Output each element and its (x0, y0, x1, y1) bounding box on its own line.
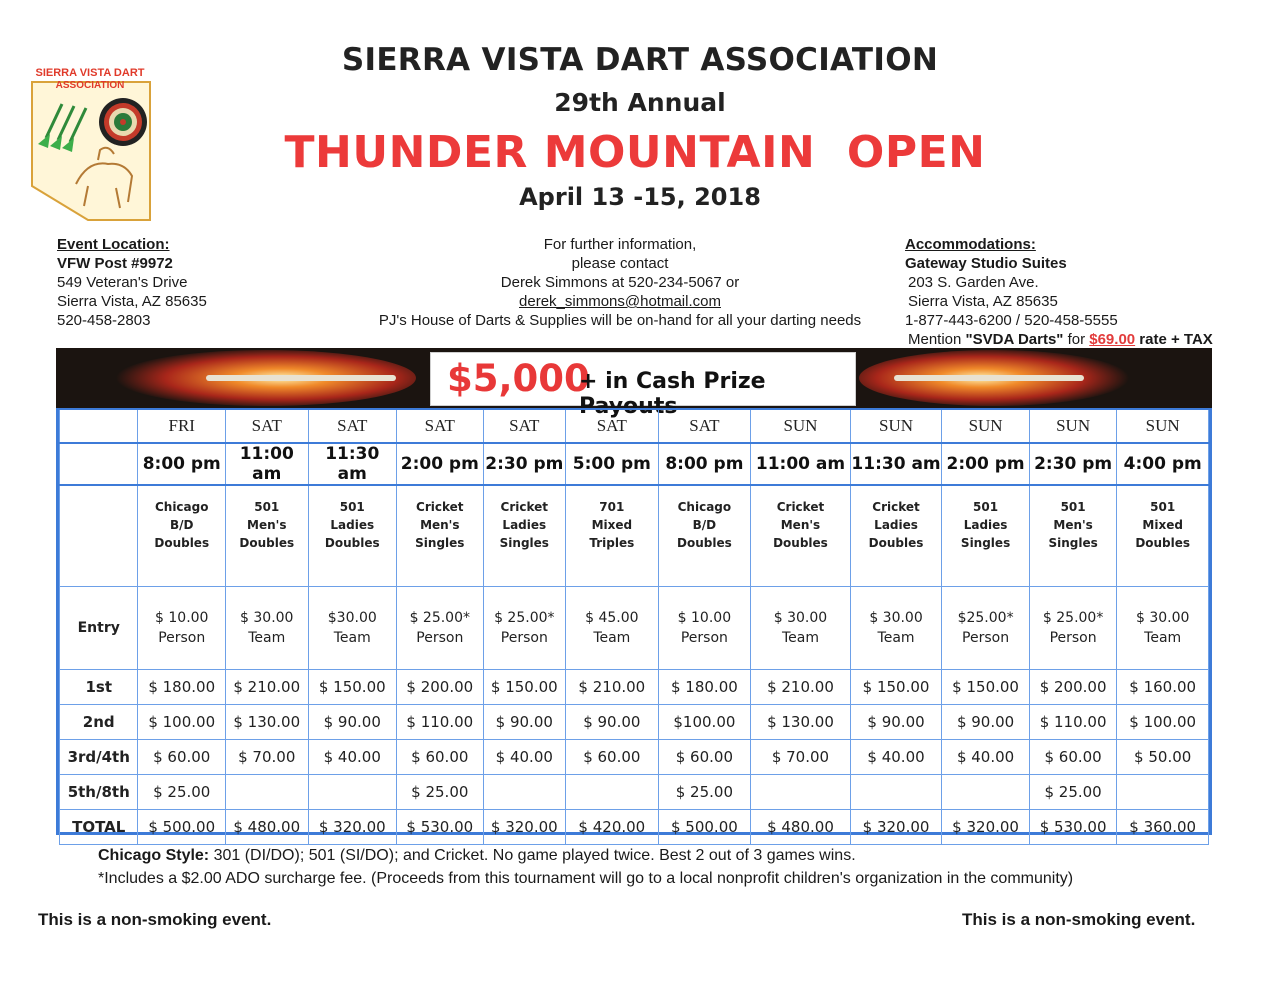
svg-text:SIERRA VISTA DART: SIERRA VISTA DART (35, 67, 145, 79)
payout-cell: $ 60.00 (138, 740, 226, 775)
event-name-line: Singles (1048, 536, 1098, 550)
entry-fee-cell (566, 587, 659, 670)
entry-fee-line: Person (962, 630, 1010, 646)
day-cell: SAT (658, 409, 751, 443)
event-cell (226, 485, 309, 587)
payout-cell: $ 40.00 (942, 740, 1030, 775)
event-cell (850, 485, 942, 587)
annual-label: 29th Annual (554, 88, 726, 117)
event-name-line: Men's (780, 518, 821, 532)
payout-cell: $ 130.00 (751, 705, 851, 740)
entry-fee-line: Person (158, 630, 206, 646)
location-phone: 520-458-2803 (57, 312, 151, 329)
event-name-line: Chicago (154, 500, 209, 514)
day-cell: SAT (308, 409, 397, 443)
surcharge-note: *Includes a $2.00 ADO surcharge fee. (Proceeds from this tournament will go to a local nonprofit children's organization in the community) (98, 870, 1074, 887)
time-cell: 5:00 pm (566, 443, 659, 485)
entry-fee-line: $ 45.00 (585, 610, 639, 626)
entry-fee-line: $25.00* (957, 610, 1014, 626)
payout-cell (942, 775, 1030, 810)
location-heading: Event Location: (57, 236, 170, 253)
payout-cell: $ 360.00 (1117, 810, 1209, 845)
payout-cell: $ 320.00 (483, 810, 566, 845)
times-row (60, 443, 1209, 485)
event-name-line: Mixed (1142, 518, 1183, 532)
entry-fee-line: $30.00 (327, 610, 377, 626)
corner-cell (60, 409, 138, 443)
payout-cell: $ 150.00 (850, 670, 942, 705)
payout-cell: $ 40.00 (308, 740, 397, 775)
contact-line3: Derek Simmons at 520-234-5067 or (500, 274, 740, 291)
payout-label: 2nd (60, 705, 138, 740)
time-cell: 11:00 am (751, 443, 851, 485)
payout-cell: $ 530.00 (397, 810, 484, 845)
entry-fee-line: $ 30.00 (1135, 610, 1190, 626)
contact-line5: PJ's House of Darts & Supplies will be on-hand for all your darting needs (378, 312, 862, 329)
event-name-line: Mixed (591, 518, 633, 532)
non-smoking-right: This is a non-smoking event. (962, 910, 1196, 929)
event-name-line: Doubles (773, 536, 828, 550)
payout-cell: $ 200.00 (397, 670, 484, 705)
event-name-line: 501 (339, 500, 365, 514)
payout-cell: $100.00 (658, 705, 751, 740)
payout-cell: $ 180.00 (658, 670, 751, 705)
payout-cell: $ 210.00 (751, 670, 851, 705)
entry-fee-line: Team (781, 630, 819, 646)
payout-row (60, 705, 1209, 740)
entry-fee-line: Person (500, 630, 548, 646)
payout-row (60, 775, 1209, 810)
event-location (57, 235, 207, 330)
event-name-line: Doubles (677, 536, 732, 550)
payout-cell: $ 210.00 (566, 670, 659, 705)
mention-code: "SVDA Darts" (965, 331, 1064, 348)
entry-fee-line: $ 30.00 (240, 610, 294, 626)
event-name-line: Singles (499, 536, 549, 550)
payout-cell: $ 70.00 (226, 740, 309, 775)
payout-label: TOTAL (60, 810, 138, 845)
prize-text: + in Cash Prize Payouts (579, 369, 766, 419)
event-name-line: B/D (692, 518, 717, 532)
payout-label: 5th/8th (60, 775, 138, 810)
entry-fee-cell (1029, 587, 1117, 670)
payout-cell: $ 90.00 (483, 705, 566, 740)
payout-label: 3rd/4th (60, 740, 138, 775)
event-dates: April 13 -15, 2018 (519, 183, 761, 211)
payout-cell (1117, 775, 1209, 810)
events-row (60, 485, 1209, 587)
payout-cell: $ 60.00 (658, 740, 751, 775)
event-name-line: 501 (1150, 500, 1176, 514)
event-cell (1029, 485, 1117, 587)
payout-cell: $ 25.00 (1029, 775, 1117, 810)
mention-for: for (1063, 331, 1090, 348)
mention-rate-suffix: rate + TAX (1135, 331, 1213, 348)
event-cell (658, 485, 751, 587)
event-name-line: Singles (960, 536, 1011, 550)
payout-cell: $ 40.00 (483, 740, 566, 775)
time-cell: 8:00 pm (658, 443, 751, 485)
payout-cell (566, 775, 659, 810)
payout-cell: $ 90.00 (850, 705, 942, 740)
event-name-line: Ladies (963, 518, 1008, 532)
payout-cell: $ 60.00 (397, 740, 484, 775)
time-cell: 2:00 pm (397, 443, 484, 485)
day-cell: SUN (850, 409, 942, 443)
entry-fee-line: Person (1049, 630, 1097, 646)
payout-cell: $ 100.00 (1117, 705, 1209, 740)
payout-cell: $ 90.00 (566, 705, 659, 740)
day-cell: SUN (1117, 409, 1209, 443)
event-name-line: Cricket (500, 500, 549, 514)
prize-box (430, 352, 856, 419)
payout-cell: $ 90.00 (308, 705, 397, 740)
entry-fee-line: $ 25.00* (1042, 610, 1104, 626)
event-cell (566, 485, 659, 587)
payout-cell: $ 160.00 (1117, 670, 1209, 705)
payout-row (60, 810, 1209, 845)
event-name-line: Triples (589, 536, 635, 550)
day-cell: SUN (942, 409, 1030, 443)
dart-flame-right-image (854, 348, 1212, 408)
event-cell (942, 485, 1030, 587)
location-name: VFW Post #9972 (57, 255, 173, 272)
event-name-line: Cricket (416, 500, 464, 514)
event-name-line: Men's (247, 518, 287, 532)
payout-row (60, 670, 1209, 705)
dart-flame-left-image (56, 348, 430, 408)
svg-text:ASSOCIATION: ASSOCIATION (55, 80, 125, 91)
location-city: Sierra Vista, AZ 85635 (57, 293, 207, 310)
entry-fee-cell (226, 587, 309, 670)
payout-cell (226, 775, 309, 810)
payout-label: 1st (60, 670, 138, 705)
day-cell: SUN (1029, 409, 1117, 443)
entry-fee-cell (483, 587, 566, 670)
event-name-line: Chicago (677, 500, 732, 514)
event-name-line: Ladies (874, 518, 918, 532)
entry-fee-cell (397, 587, 484, 670)
payout-cell: $ 70.00 (751, 740, 851, 775)
day-cell: SAT (226, 409, 309, 443)
contact-line2: please contact (571, 255, 669, 272)
prize-banner (56, 348, 1212, 419)
payout-cell: $ 130.00 (226, 705, 309, 740)
entry-fee-cell (138, 587, 226, 670)
time-cell: 8:00 pm (138, 443, 226, 485)
association-title: SIERRA VISTA DART ASSOCIATION (341, 42, 939, 78)
entry-fee-line: $ 25.00* (494, 610, 555, 626)
event-cell (483, 485, 566, 587)
time-cell: 11:30 am (308, 443, 397, 485)
entry-fee-line: Person (680, 630, 728, 646)
payout-cell: $ 150.00 (308, 670, 397, 705)
payout-cell: $ 180.00 (138, 670, 226, 705)
payout-cell: $ 40.00 (850, 740, 942, 775)
mention-prefix: Mention (908, 331, 966, 348)
payout-cell: $ 210.00 (226, 670, 309, 705)
entry-label: Entry (60, 587, 138, 670)
event-name-line: Men's (1053, 518, 1093, 532)
event-name-line: Ladies (330, 518, 375, 532)
accommodations-phone: 1-877-443-6200 / 520-458-5555 (905, 312, 1118, 329)
payout-cell: $ 480.00 (751, 810, 851, 845)
mention-rate: $69.00 (1089, 331, 1136, 348)
event-cell (397, 485, 484, 587)
payout-cell: $ 420.00 (566, 810, 659, 845)
payout-cell: $ 90.00 (942, 705, 1030, 740)
event-name-line: 501 (973, 500, 999, 514)
entry-fee-cell (942, 587, 1030, 670)
event-name-line: Ladies (502, 518, 547, 532)
event-cell (751, 485, 851, 587)
time-cell: 11:00 am (226, 443, 309, 485)
entry-fee-cell (308, 587, 397, 670)
accommodations-heading: Accommodations: (905, 236, 1036, 253)
accommodations-street: 203 S. Garden Ave. (908, 274, 1039, 291)
day-cell: SUN (751, 409, 851, 443)
prize-amount: $5,000 (447, 357, 590, 400)
event-title: THUNDER MOUNTAIN OPEN (284, 127, 986, 178)
entry-fee-line: $ 25.00* (409, 610, 470, 626)
contact-line1: For further information, (543, 236, 697, 253)
entry-fee-line: Team (1144, 630, 1182, 646)
payout-cell: $ 60.00 (1029, 740, 1117, 775)
event-name-line: 501 (1060, 500, 1086, 514)
event-name-line: Cricket (776, 500, 825, 514)
payout-cell: $ 25.00 (138, 775, 226, 810)
entry-fee-line: $ 10.00 (155, 610, 209, 626)
event-name-line: Doubles (239, 536, 295, 550)
payout-cell: $ 110.00 (1029, 705, 1117, 740)
schedule-table (56, 408, 1212, 835)
chicago-style-note (98, 847, 856, 865)
payout-cell: $ 320.00 (942, 810, 1030, 845)
payout-cell: $ 50.00 (1117, 740, 1209, 775)
payout-cell: $ 25.00 (397, 775, 484, 810)
entry-fee-line: $ 30.00 (773, 610, 828, 626)
time-cell: 11:30 am (850, 443, 942, 485)
entry-fee-line: Team (248, 630, 286, 646)
event-name-line: Doubles (868, 536, 924, 550)
event-name-line: Cricket (872, 500, 920, 514)
time-cell: 2:30 pm (1029, 443, 1117, 485)
accommodations (905, 235, 1213, 349)
accommodations-name: Gateway Studio Suites (905, 255, 1067, 272)
entry-fee-cell (658, 587, 751, 670)
payout-cell (483, 775, 566, 810)
days-row (60, 409, 1209, 443)
entry-fee-cell (850, 587, 942, 670)
entry-fee-line: $ 30.00 (869, 610, 923, 626)
chicago-style-text: 301 (DI/DO); 501 (SI/DO); and Cricket. No game played twice. Best 2 out of 3 games wins. (209, 847, 856, 864)
event-name-line: 701 (599, 500, 625, 514)
day-cell: SAT (483, 409, 566, 443)
payout-row (60, 740, 1209, 775)
day-cell: FRI (138, 409, 226, 443)
corner-cell (60, 443, 138, 485)
payout-cell: $ 100.00 (138, 705, 226, 740)
payout-cell: $ 110.00 (397, 705, 484, 740)
day-cell: SAT (566, 409, 659, 443)
contact-info (340, 235, 900, 330)
payout-cell (308, 775, 397, 810)
payout-cell: $ 60.00 (566, 740, 659, 775)
time-cell: 4:00 pm (1117, 443, 1209, 485)
payout-cell: $ 200.00 (1029, 670, 1117, 705)
payout-cell: $ 320.00 (850, 810, 942, 845)
event-name-line: 501 (254, 500, 280, 514)
entry-fee-line: Person (416, 630, 464, 646)
payout-cell: $ 500.00 (138, 810, 226, 845)
contact-email-link[interactable]: derek_simmons@hotmail.com (519, 293, 721, 310)
payout-cell: $ 150.00 (942, 670, 1030, 705)
event-name-line: Doubles (1135, 536, 1191, 550)
payout-cell: $ 500.00 (658, 810, 751, 845)
entry-fee-line: $ 10.00 (677, 610, 732, 626)
accommodations-mention (905, 330, 1213, 349)
time-cell: 2:30 pm (483, 443, 566, 485)
event-name-line: Men's (420, 518, 460, 532)
event-cell (308, 485, 397, 587)
event-name-line: Doubles (154, 536, 210, 550)
chicago-style-label: Chicago Style: (98, 847, 210, 864)
time-cell: 2:00 pm (942, 443, 1030, 485)
payout-cell: $ 480.00 (226, 810, 309, 845)
entry-fee-line: Team (333, 630, 371, 646)
location-street: 549 Veteran's Drive (57, 274, 188, 291)
event-cell (138, 485, 226, 587)
day-cell: SAT (397, 409, 484, 443)
entry-fee-cell (1117, 587, 1209, 670)
payout-cell: $ 25.00 (658, 775, 751, 810)
payout-cell: $ 320.00 (308, 810, 397, 845)
entry-fee-line: Team (593, 630, 631, 646)
corner-cell (60, 485, 138, 587)
entry-fee-line: Team (877, 630, 915, 646)
payout-cell (850, 775, 942, 810)
event-cell (1117, 485, 1209, 587)
payout-cell: $ 150.00 (483, 670, 566, 705)
accommodations-city: Sierra Vista, AZ 85635 (908, 293, 1058, 310)
payout-cell: $ 530.00 (1029, 810, 1117, 845)
event-name-line: Singles (415, 536, 465, 550)
non-smoking-left: This is a non-smoking event. (38, 910, 272, 929)
payout-cell (751, 775, 851, 810)
entry-fee-cell (751, 587, 851, 670)
event-name-line: B/D (169, 518, 194, 532)
event-name-line: Doubles (324, 536, 380, 550)
entry-row (60, 587, 1209, 670)
